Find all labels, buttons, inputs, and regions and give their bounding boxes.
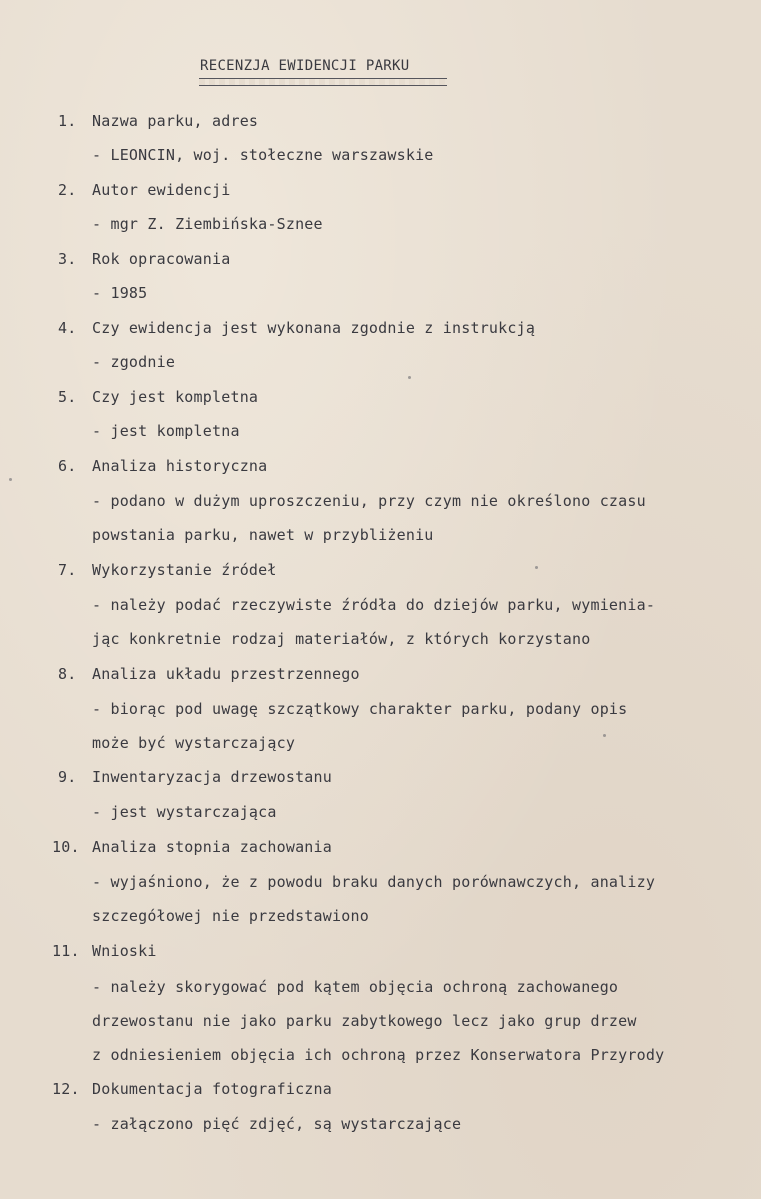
item-number: 8. <box>58 665 77 683</box>
item-heading <box>58 665 360 683</box>
item-heading <box>52 1080 332 1098</box>
item-number: 10. <box>52 838 80 856</box>
page-title: RECENZJA EWIDENCJI PARKU <box>200 58 410 74</box>
item-heading-text: Inwentaryzacja drzewostanu <box>92 768 332 786</box>
item-number: 12. <box>52 1080 80 1098</box>
item-heading <box>58 250 230 268</box>
item-number: 6. <box>58 457 77 475</box>
item-answer-line: - podano w dużym uproszczeniu, przy czym nie określono czasu <box>92 492 646 510</box>
paper-speck <box>603 734 606 737</box>
item-heading-text: Czy jest kompletna <box>92 388 259 406</box>
item-heading-text: Nazwa parku, adres <box>92 112 259 130</box>
item-number: 5. <box>58 388 77 406</box>
item-answer-line: z odniesieniem objęcia ich ochroną przez Konserwatora Przyrody <box>92 1046 665 1064</box>
item-heading <box>58 768 332 786</box>
item-answer-line: - należy skorygować pod kątem objęcia ochroną zachowanego <box>92 978 619 996</box>
item-answer-line: - biorąc pod uwagę szczątkowy charakter parku, podany opis <box>92 700 628 718</box>
item-heading <box>58 561 277 579</box>
paper-speck <box>9 478 12 481</box>
item-answer-line: - jest wystarczająca <box>92 803 277 821</box>
paper-speck <box>535 566 538 569</box>
item-answer-line: - 1985 <box>92 284 148 302</box>
item-heading-text: Analiza stopnia zachowania <box>92 838 332 856</box>
item-heading <box>58 319 535 337</box>
item-number: 1. <box>58 112 77 130</box>
item-heading <box>58 457 267 475</box>
item-number: 7. <box>58 561 77 579</box>
item-answer-line: - LEONCIN, woj. stołeczne warszawskie <box>92 146 434 164</box>
item-heading <box>58 181 230 199</box>
item-heading-text: Czy ewidencja jest wykonana zgodnie z instrukcją <box>92 319 536 337</box>
item-heading-text: Autor ewidencji <box>92 181 231 199</box>
paper-speck <box>408 376 411 379</box>
item-answer-line: - mgr Z. Ziembińska-Sznee <box>92 215 323 233</box>
item-number: 9. <box>58 768 77 786</box>
item-answer-line: drzewostanu nie jako parku zabytkowego lecz jako grup drzew <box>92 1012 637 1030</box>
item-answer-line: - załączono pięć zdjęć, są wystarczające <box>92 1115 462 1133</box>
item-heading-text: Analiza historyczna <box>92 457 268 475</box>
item-heading-text: Analiza układu przestrzennego <box>92 665 360 683</box>
item-heading-text: Wnioski <box>92 942 157 960</box>
item-answer-line: może być wystarczający <box>92 734 296 752</box>
item-heading <box>52 838 332 856</box>
item-heading <box>58 112 258 130</box>
item-answer-line: - zgodnie <box>92 353 176 371</box>
item-number: 11. <box>52 942 80 960</box>
item-answer-line: szczegółowej nie przedstawiono <box>92 907 369 925</box>
item-heading <box>52 942 157 960</box>
item-answer-line: jąc konkretnie rodzaj materiałów, z których korzystano <box>92 630 591 648</box>
item-answer-line: - jest kompletna <box>92 422 240 440</box>
title-double-underline <box>199 78 447 86</box>
item-answer-line: - należy podać rzeczywiste źródła do dziejów parku, wymienia- <box>92 596 656 614</box>
item-heading-text: Wykorzystanie źródeł <box>92 561 277 579</box>
item-heading <box>58 388 258 406</box>
item-answer-line: powstania parku, nawet w przybliżeniu <box>92 526 434 544</box>
item-number: 2. <box>58 181 77 199</box>
item-number: 4. <box>58 319 77 337</box>
item-number: 3. <box>58 250 77 268</box>
item-heading-text: Rok opracowania <box>92 250 231 268</box>
item-answer-line: - wyjaśniono, że z powodu braku danych porównawczych, analizy <box>92 873 656 891</box>
item-heading-text: Dokumentacja fotograficzna <box>92 1080 332 1098</box>
